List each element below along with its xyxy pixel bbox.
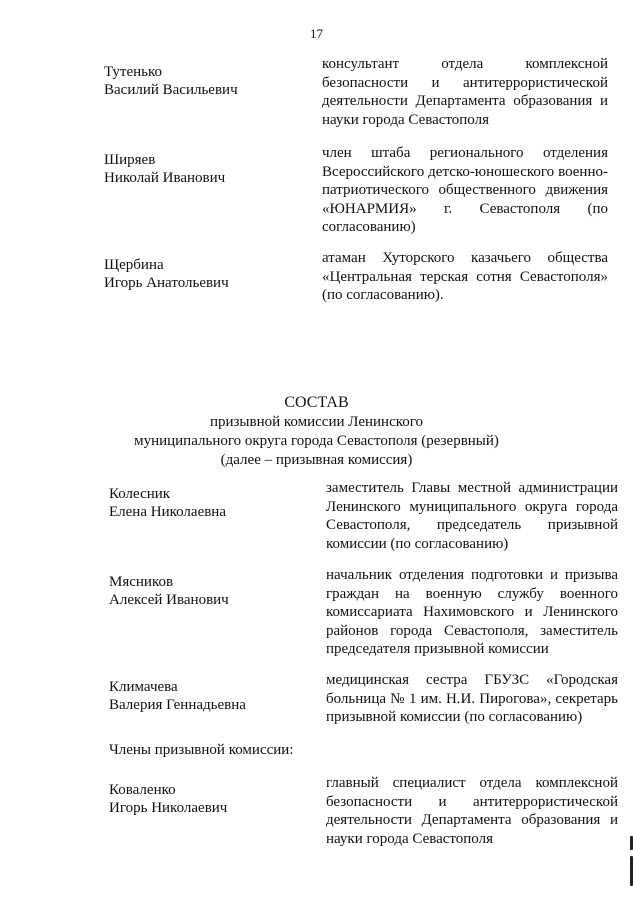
position-description: член штаба регионального отделения Всероссийского детско-юношеского военно-патриотического общественного движения «ЮНАРМИЯ» г. Севастополя (по согласованию) bbox=[322, 145, 608, 235]
surname: Колесник bbox=[109, 486, 171, 502]
heading-line-1: призывной комиссии Ленинского bbox=[209, 414, 424, 430]
position-description: начальник отделения подготовки и призыва граждан на военную службу военного комиссариата Нахимовского и Ленинского районов города Севастополя, заместитель председателя призывной комиссии bbox=[326, 567, 618, 657]
given-names: Валерия Геннадьевна bbox=[109, 697, 246, 713]
surname: Мясников bbox=[109, 574, 174, 590]
person-name bbox=[109, 781, 324, 817]
person-name bbox=[109, 485, 324, 521]
person-name bbox=[109, 573, 324, 609]
position-description: медицинская сестра ГБУЗС «Городская больница № 1 им. Н.И. Пирогова», секретарь призывной комиссии (по согласованию) bbox=[326, 672, 618, 725]
commission-heading bbox=[0, 393, 633, 470]
heading-line-2: муниципального округа города Севастополя (резервный) bbox=[134, 433, 499, 449]
surname: Коваленко bbox=[109, 782, 176, 798]
heading-line-3: (далее – призывная комиссия) bbox=[220, 452, 413, 468]
given-names: Василий Васильевич bbox=[104, 82, 238, 98]
page-number: 17 bbox=[310, 26, 323, 41]
surname: Тутенько bbox=[104, 64, 163, 80]
person-name bbox=[104, 151, 319, 187]
surname: Ширяев bbox=[104, 152, 156, 168]
person-name bbox=[109, 678, 324, 714]
heading-title: СОСТАВ bbox=[284, 394, 349, 411]
surname: Щербина bbox=[104, 257, 164, 273]
members-label: Члены призывной комиссии: bbox=[109, 742, 294, 758]
surname: Климачева bbox=[109, 679, 178, 695]
position-description: атаман Хуторского казачьего общества «Центральная терская сотня Севастополя» (по согласованию). bbox=[322, 250, 608, 303]
person-name bbox=[104, 63, 319, 99]
position-description: заместитель Главы местной администрации Ленинского муниципального округа города Севастополя, председатель призывной комиссии (по согласованию) bbox=[326, 480, 618, 552]
given-names: Игорь Николаевич bbox=[109, 800, 228, 816]
position-description: консультант отдела комплексной безопасности и антитеррористической деятельности Департамента образования и науки города Севастополя bbox=[322, 56, 608, 128]
person-name bbox=[104, 256, 319, 292]
given-names: Елена Николаевна bbox=[109, 504, 226, 520]
given-names: Игорь Анатольевич bbox=[104, 275, 229, 291]
given-names: Алексей Иванович bbox=[109, 592, 229, 608]
given-names: Николай Иванович bbox=[104, 170, 226, 186]
position-description: главный специалист отдела комплексной безопасности и антитеррористической деятельности Департамента образования и науки города Севастополя bbox=[326, 775, 618, 847]
